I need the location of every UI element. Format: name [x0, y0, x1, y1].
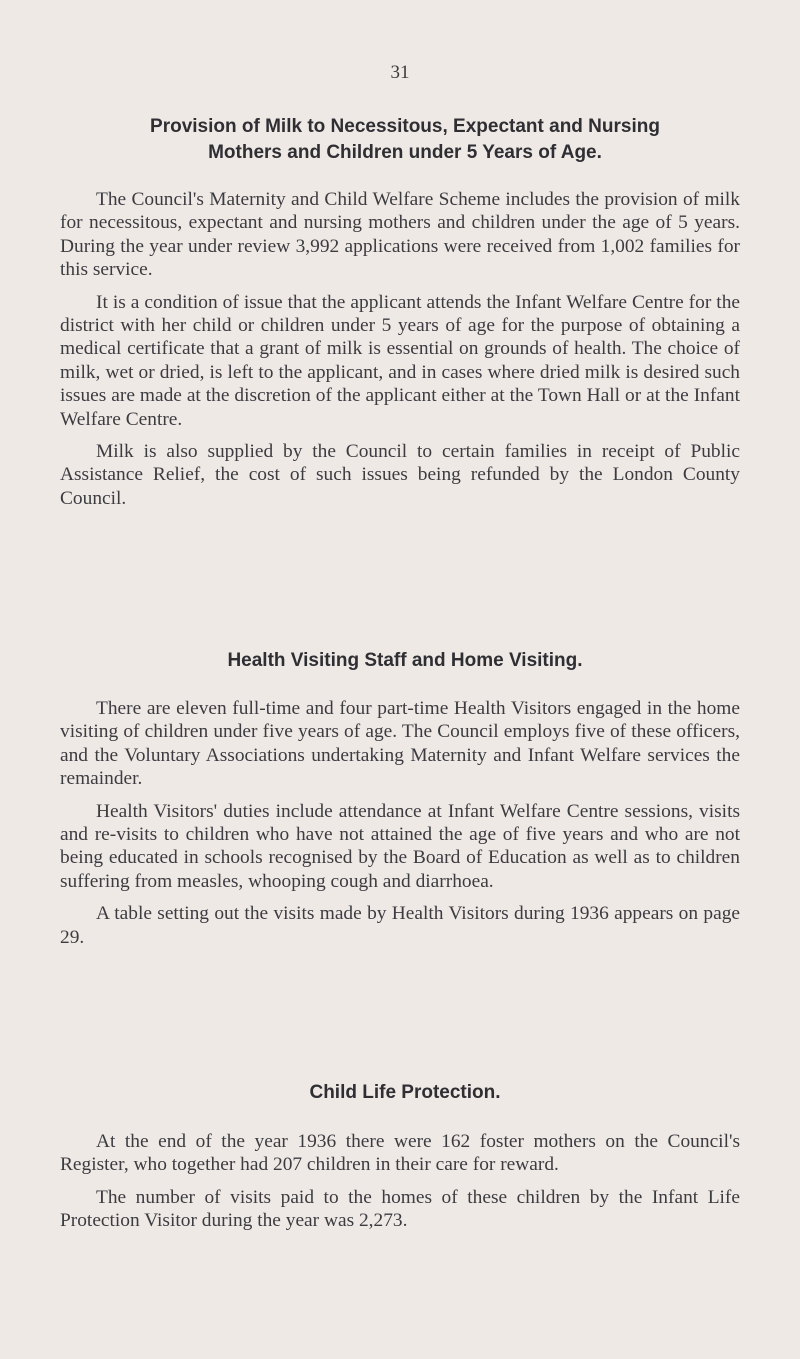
paragraph: The number of visits paid to the homes of these children by the Infant Life Protection Visitor during the year was 2,273.	[60, 1186, 740, 1232]
paragraph: The Council's Maternity and Child Welfare Scheme includes the provision of milk for necessitous, expectant and nursing mothers and children under the age of 5 years. During the year under review 3,992 applications were received from 1,002 families for this service.	[60, 189, 740, 281]
paragraph: At the end of the year 1936 there were 162 foster mothers on the Council's Register, who together had 207 children in their care for reward.	[60, 1131, 740, 1176]
heading-line: Mothers and Children under 5 Years of Age.	[208, 142, 602, 163]
section-body-milk-provision	[60, 188, 740, 519]
section-body-child-life-protection	[60, 1130, 740, 1242]
section-body-health-visiting	[60, 697, 740, 958]
heading-line: Health Visiting Staff and Home Visiting.	[227, 650, 583, 671]
section-heading-milk-provision	[60, 114, 750, 166]
paragraph: It is a condition of issue that the applicant attends the Infant Welfare Centre for the district with her child or children under 5 years of age for the purpose of obtaining a medical certificate that a grant of milk is essential on grounds of health. The choice of milk, wet or dried, is left to the applicant, and in cases where dried milk is desired such issues are made at the discretion of the applicant either at the Town Hall or at the Infant Welfare Centre.	[60, 291, 740, 430]
paragraph: A table setting out the visits made by Health Visitors during 1936 appears on page 29.	[60, 903, 740, 948]
section-heading-health-visiting	[60, 648, 750, 674]
paragraph: There are eleven full-time and four part-time Health Visitors engaged in the home visiting of children under five years of age. The Council employs five of these officers, and the Voluntary Associations undertaking Maternity and Infant Welfare services the remainder.	[60, 698, 740, 790]
heading-line: Child Life Protection.	[309, 1082, 501, 1103]
page-number: 31	[390, 62, 410, 83]
heading-line: Provision of Milk to Necessitous, Expectant and Nursing	[150, 116, 660, 137]
section-heading-child-life-protection	[60, 1080, 750, 1106]
paragraph: Milk is also supplied by the Council to certain families in receipt of Public Assistance Relief, the cost of such issues being refunded by the London County Council.	[60, 441, 740, 509]
paragraph: Health Visitors' duties include attendance at Infant Welfare Centre sessions, visits and re-visits to children who have not attained the age of five years and who are not being educated in schools recognised by the Board of Education as well as to children suffering from measles, whooping cough and diarrhoea.	[60, 800, 740, 892]
